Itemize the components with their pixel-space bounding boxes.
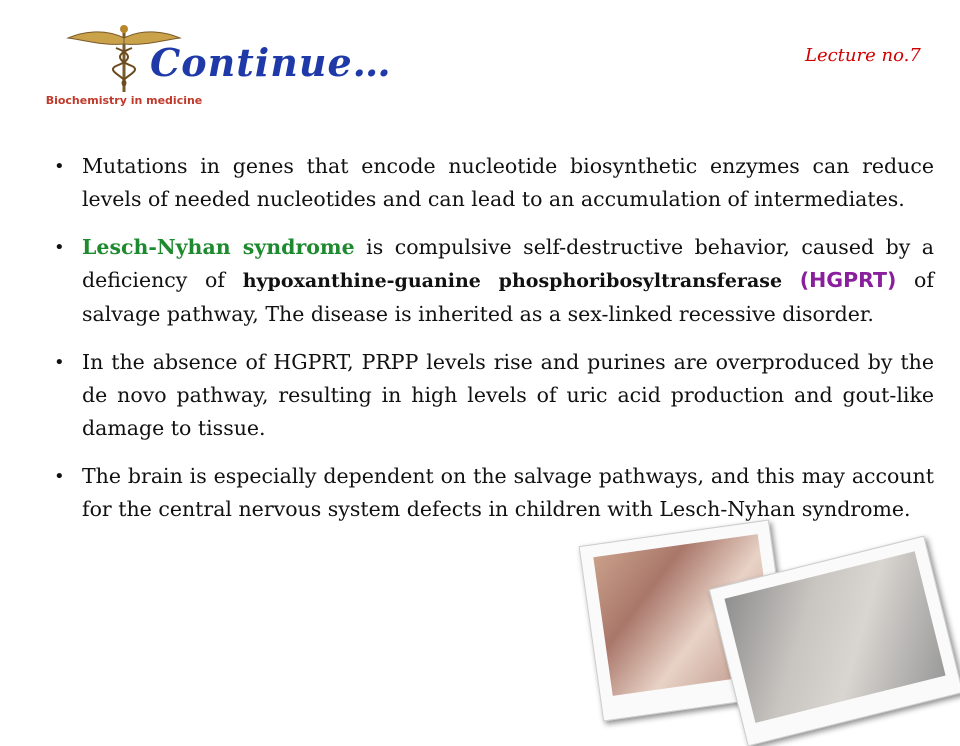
bullet-list (54, 150, 934, 541)
logo-text: Biochemistry in medicine (45, 94, 203, 107)
bullet-text: In the absence of HGPRT, PRPP levels rise and purines are overproduced by the de novo pathway, resulting in high levels of uric acid production and gout-like damage to tissue. (82, 350, 934, 440)
bullet-item (54, 150, 934, 216)
lecture-number: Lecture no.7 (805, 45, 921, 66)
bullet-icon: • (54, 156, 65, 177)
bullet-text: of salvage pathway, The disease is inherited as a sex-linked recessive disorder. (82, 268, 934, 326)
syndrome-term: Lesch-Nyhan syndrome (82, 235, 355, 259)
enzyme-name: hypoxanthine-guanine phosphoribosyltransferase (242, 270, 783, 292)
bullet-icon: • (54, 237, 65, 258)
bullet-text: The brain is especially dependent on the salvage pathways, and this may account for the central nervous system defects in children with Lesch-Nyhan syndrome. (82, 464, 934, 521)
slide-title: Continue… (150, 40, 392, 85)
bullet-icon: • (54, 352, 65, 373)
bullet-item (54, 346, 934, 445)
bullet-text: Mutations in genes that encode nucleotide biosynthetic enzymes can reduce levels of needed nucleotides and can lead to an accumulation of intermediates. (82, 154, 934, 211)
bullet-item (54, 460, 934, 526)
bullet-text: is compulsive self-destructive behavior, caused by a deficiency of (82, 235, 934, 292)
bullet-icon: • (54, 466, 65, 487)
bullet-item (54, 231, 934, 331)
enzyme-abbreviation: (HGPRT) (799, 268, 897, 292)
bullet-text (782, 268, 800, 292)
